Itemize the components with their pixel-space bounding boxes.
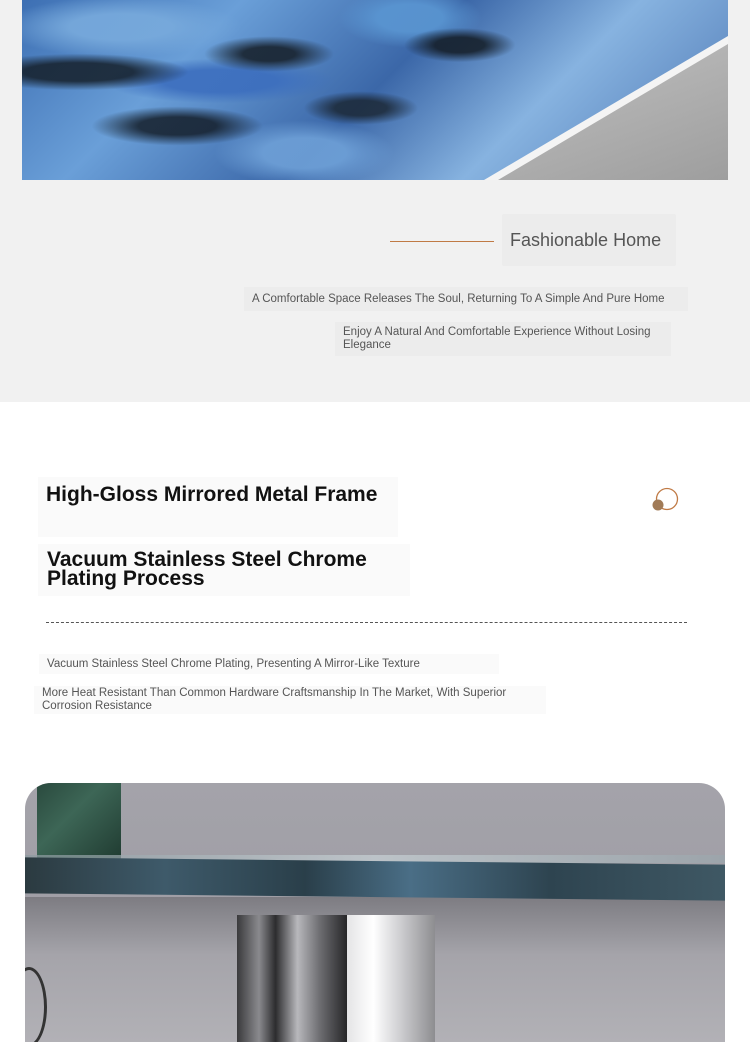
intro-section <box>0 0 750 402</box>
product-table-image <box>25 783 725 1042</box>
hero-marble-image <box>22 0 728 180</box>
feature-description-secondary: More Heat Resistant Than Common Hardware Craftsmanship In The Market, With Superior Corrosion Resistance <box>34 686 546 714</box>
double-circle-icon <box>648 486 682 512</box>
hero-steel-edge <box>22 0 728 180</box>
marble-tabletop <box>25 857 725 900</box>
feature-heading-secondary: Vacuum Stainless Steel Chrome Plating Process <box>38 544 410 596</box>
intro-subtext: Enjoy A Natural And Comfortable Experience Without Losing Elegance <box>335 322 671 356</box>
section-title: Fashionable Home <box>502 214 676 266</box>
chrome-leg-right <box>347 915 435 1042</box>
marble-vase <box>37 783 121 863</box>
accent-line <box>390 241 494 242</box>
dashed-divider <box>46 622 687 623</box>
chrome-leg-left <box>237 915 347 1042</box>
feature-description-primary: Vacuum Stainless Steel Chrome Plating, Presenting A Mirror-Like Texture <box>39 654 499 674</box>
intro-tagline: A Comfortable Space Releases The Soul, Returning To A Simple And Pure Home <box>244 287 688 311</box>
feature-heading-primary: High-Gloss Mirrored Metal Frame <box>38 477 398 537</box>
